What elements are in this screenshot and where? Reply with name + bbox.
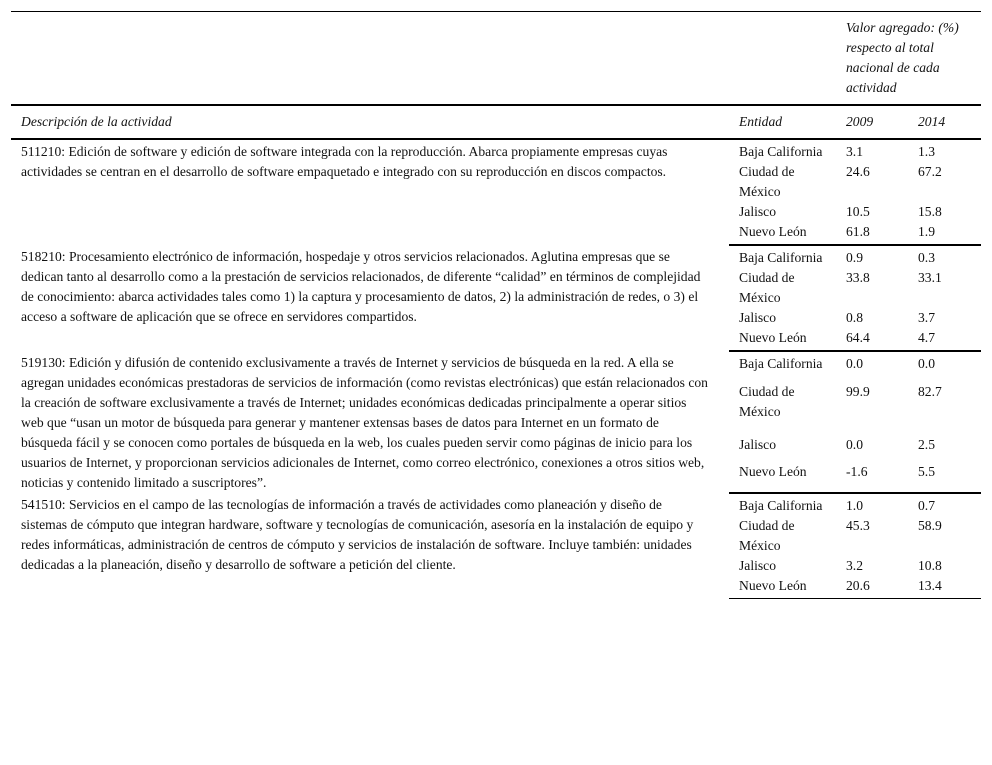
- value-2014-cell: 1.3: [918, 144, 935, 159]
- value-2009-cell: 61.8: [836, 222, 908, 245]
- value-2014-cell: 33.1: [918, 270, 942, 285]
- year-2014-column-header: 2014: [908, 105, 981, 139]
- value-2014-cell: 4.7: [908, 328, 981, 351]
- value-2009-cell: 0.0: [846, 356, 863, 371]
- value-2014-cell: 0.0: [918, 356, 935, 371]
- value-2009-cell: 99.9: [846, 383, 870, 399]
- year-2009-column-header: 2009: [836, 105, 908, 139]
- value-2009-cell: 0.8: [846, 310, 863, 325]
- activity-description: 518210: Procesamiento electrónico de información, hospedaje y otros servicios relacionados. Aglutina empresas que se dedican tanto al desarrollo como a la prestación de servicios relacionados, de diferente “calidad” en términos de complejidad de conocimiento: abarca actividades tales como 1) la captura y procesamiento de datos, 2) la administración de redes, o 3) el acceso a software de aplicación que se ofrece en servidores compartidos.: [21, 249, 701, 324]
- entity-cell: Ciudad de México: [739, 270, 795, 305]
- value-added-table: [11, 11, 981, 599]
- entity-cell: Ciudad de México: [739, 518, 795, 553]
- value-2009-cell: 24.6: [846, 164, 870, 179]
- entity-cell: Nuevo León: [729, 222, 836, 245]
- table-row: [11, 493, 981, 516]
- entity-cell: Baja California: [739, 498, 823, 513]
- value-2014-cell: 3.7: [918, 310, 935, 325]
- entity-cell: Jalisco: [739, 558, 776, 573]
- entity-cell: Jalisco: [739, 204, 776, 219]
- value-2009-cell: 45.3: [846, 518, 870, 533]
- value-2014-cell: 15.8: [918, 204, 942, 219]
- value-2009-cell: 3.2: [846, 558, 863, 573]
- activity-description: 519130: Edición y difusión de contenido exclusivamente a través de Internet y servicios de búsqueda en la red. A ella se agregan unidades económicas prestadoras de servicios de información (como revistas electrónicas) que están relacionados con la creación de software exclusivamente a través de Internet; unidades económicas dedicadas principalmente a operar sitios web que “usan un motor de búsqueda para generar y mantener extensas bases de datos para Internet en un formato de búsqueda fácil y se conocen como portales de búsqueda en la web, los cuales pueden servir como páginas de inicio para los usuarios de Internet, y proporcionan servicios adicionales de Internet, como correo electrónico, conexiones a otros sitios web, noticias y contenido limitado a suscriptores”.: [21, 355, 708, 490]
- header-empty-cell: [729, 12, 836, 106]
- value-2014-cell: 58.9: [918, 518, 942, 533]
- entity-cell: Jalisco: [739, 310, 776, 325]
- activity-description: 541510: Servicios en el campo de las tecnologías de información a través de actividades como planeación y diseño de sistemas de cómputo que integran hardware, software y tecnologías de comunicación, asesoría en la instalación de equipo y redes informáticas, administración de centros de cómputo y servicios de instalación de software. Incluye también: unidades dedicadas a la planeación, diseño y desarrollo de software a petición del cliente.: [21, 497, 694, 572]
- value-2009-cell: 64.4: [836, 328, 908, 351]
- value-2009-cell: 0.9: [846, 250, 863, 265]
- value-2014-cell: 10.8: [918, 558, 942, 573]
- value-2014-cell: 67.2: [918, 164, 942, 179]
- entity-cell: Nuevo León: [729, 576, 836, 599]
- table-row: [11, 351, 981, 382]
- header-empty-cell: [11, 12, 729, 106]
- value-2014-cell: 0.7: [918, 498, 935, 513]
- value-2014-cell: 5.5: [908, 462, 981, 493]
- value-2009-cell: 33.8: [846, 270, 870, 285]
- table-body: [11, 139, 981, 599]
- entity-cell: Jalisco: [739, 437, 776, 453]
- entity-cell: Nuevo León: [729, 462, 836, 493]
- activity-description: 511210: Edición de software y edición de software integrada con la reproducción. Abarca propiamente empresas cuyas actividades se centran en el desarrollo de software empaquetado e integrado con su reproducción en discos compactos.: [21, 144, 668, 179]
- table-container: [11, 11, 981, 599]
- entity-column-header: Entidad: [729, 105, 836, 139]
- entity-cell: Ciudad de México: [739, 164, 795, 199]
- value-2014-cell: 13.4: [908, 576, 981, 599]
- value-added-header: Valor agregado: (%) respecto al total nacional de cada actividad: [836, 12, 981, 106]
- value-2014-cell: 2.5: [918, 437, 935, 453]
- table-row: [11, 245, 981, 268]
- entity-cell: Nuevo León: [729, 328, 836, 351]
- value-2014-cell: 82.7: [918, 383, 942, 399]
- value-2009-cell: 1.0: [846, 498, 863, 513]
- value-2014-cell: 0.3: [918, 250, 935, 265]
- value-2014-cell: 1.9: [908, 222, 981, 245]
- header-row-value-label: [11, 12, 981, 106]
- value-2009-cell: -1.6: [836, 462, 908, 493]
- value-2009-cell: 3.1: [846, 144, 863, 159]
- header-row-columns: [11, 105, 981, 139]
- value-2009-cell: 20.6: [836, 576, 908, 599]
- value-2009-cell: 0.0: [846, 437, 863, 453]
- entity-cell: Ciudad de México: [739, 383, 795, 419]
- description-column-header: Descripción de la actividad: [11, 105, 729, 139]
- entity-cell: Baja California: [739, 250, 823, 265]
- table-row: [11, 139, 981, 162]
- value-2009-cell: 10.5: [846, 204, 870, 219]
- entity-cell: Baja California: [739, 144, 823, 159]
- entity-cell: Baja California: [739, 356, 823, 371]
